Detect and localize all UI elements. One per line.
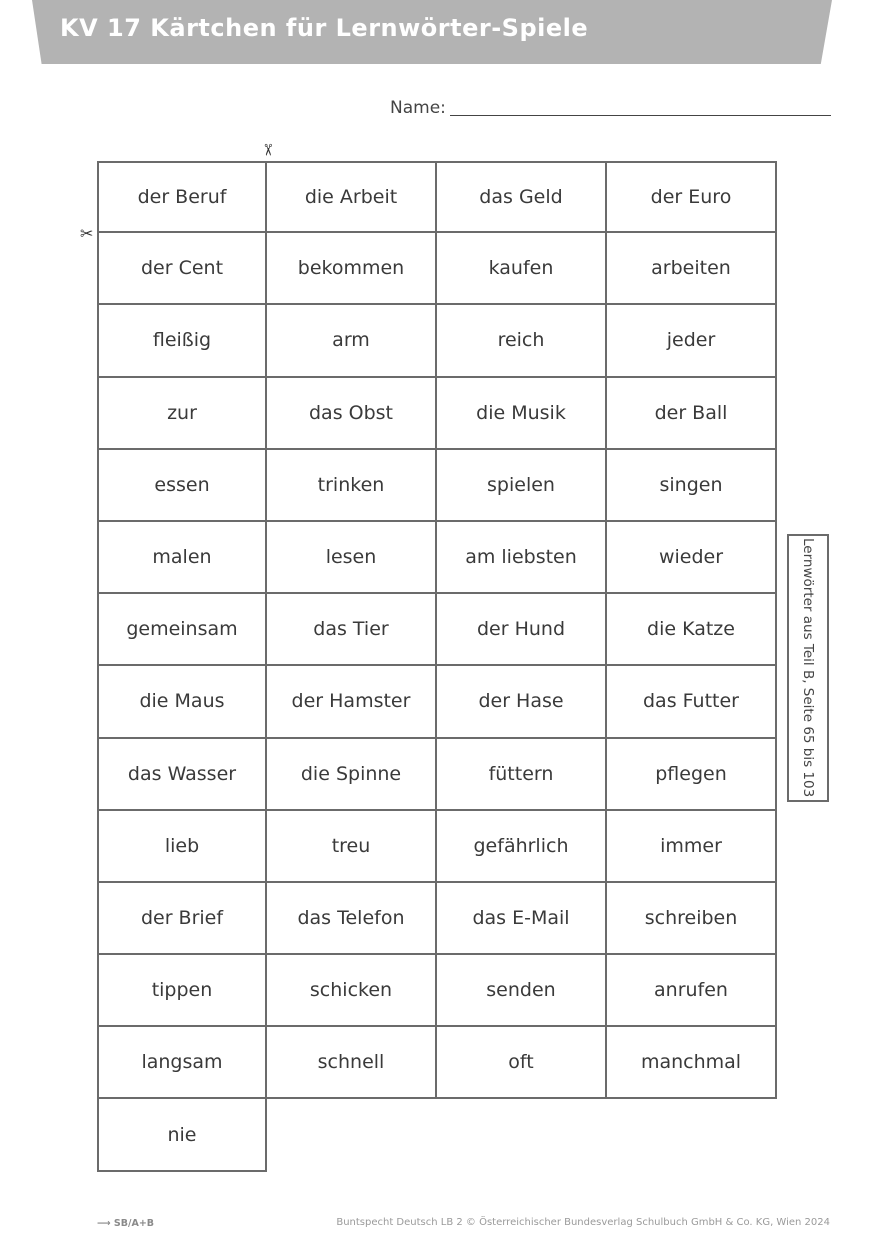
side-label-box bbox=[787, 534, 829, 802]
word-card: das Geld bbox=[437, 161, 607, 233]
word-card: der Beruf bbox=[97, 161, 267, 233]
footer-copyright: Buntspecht Deutsch LB 2 © Österreichischer Bundesverlag Schulbuch GmbH & Co. KG, Wien 2024 bbox=[336, 1217, 830, 1228]
word-card: fleißig bbox=[97, 305, 267, 377]
word-card: die Arbeit bbox=[267, 161, 437, 233]
name-input-line[interactable] bbox=[450, 115, 831, 116]
word-card: das Wasser bbox=[97, 739, 267, 811]
word-card: das Obst bbox=[267, 378, 437, 450]
scissors-icon: ✂ bbox=[80, 224, 94, 243]
word-card: zur bbox=[97, 378, 267, 450]
word-card: schicken bbox=[267, 955, 437, 1027]
word-card: der Hund bbox=[437, 594, 607, 666]
word-card: das Futter bbox=[607, 666, 777, 738]
word-card: der Cent bbox=[97, 233, 267, 305]
word-card: anrufen bbox=[607, 955, 777, 1027]
word-card: lieb bbox=[97, 811, 267, 883]
word-card: singen bbox=[607, 450, 777, 522]
word-card: das Telefon bbox=[267, 883, 437, 955]
word-card: manchmal bbox=[607, 1027, 777, 1099]
word-card: der Brief bbox=[97, 883, 267, 955]
word-card: bekommen bbox=[267, 233, 437, 305]
word-card: füttern bbox=[437, 739, 607, 811]
word-card: das E-Mail bbox=[437, 883, 607, 955]
word-card: oft bbox=[437, 1027, 607, 1099]
word-card: wieder bbox=[607, 522, 777, 594]
word-card: lesen bbox=[267, 522, 437, 594]
scissors-icon: ✂ bbox=[258, 143, 278, 157]
word-card: tippen bbox=[97, 955, 267, 1027]
word-card: schreiben bbox=[607, 883, 777, 955]
word-card: arbeiten bbox=[607, 233, 777, 305]
page-title: KV 17 Kärtchen für Lernwörter-Spiele bbox=[60, 14, 589, 42]
word-card: jeder bbox=[607, 305, 777, 377]
word-card: der Euro bbox=[607, 161, 777, 233]
word-card: der Ball bbox=[607, 378, 777, 450]
word-card: treu bbox=[267, 811, 437, 883]
word-card: reich bbox=[437, 305, 607, 377]
word-card: schnell bbox=[267, 1027, 437, 1099]
word-card: die Maus bbox=[97, 666, 267, 738]
word-card: pflegen bbox=[607, 739, 777, 811]
word-card: essen bbox=[97, 450, 267, 522]
word-card: die Spinne bbox=[267, 739, 437, 811]
word-card: trinken bbox=[267, 450, 437, 522]
word-card: gefährlich bbox=[437, 811, 607, 883]
word-card: arm bbox=[267, 305, 437, 377]
word-card: der Hamster bbox=[267, 666, 437, 738]
word-card: senden bbox=[437, 955, 607, 1027]
word-card: das Tier bbox=[267, 594, 437, 666]
word-card: malen bbox=[97, 522, 267, 594]
footer-reference: ⟶ SB/A+B bbox=[97, 1218, 155, 1229]
word-card: nie bbox=[97, 1099, 267, 1171]
name-label: Name: bbox=[390, 98, 446, 118]
word-card-grid bbox=[97, 161, 777, 1172]
word-card: spielen bbox=[437, 450, 607, 522]
word-card: am liebsten bbox=[437, 522, 607, 594]
word-card: die Katze bbox=[607, 594, 777, 666]
word-card: kaufen bbox=[437, 233, 607, 305]
word-card: langsam bbox=[97, 1027, 267, 1099]
word-card: die Musik bbox=[437, 378, 607, 450]
word-card: immer bbox=[607, 811, 777, 883]
side-label: Lernwörter aus Teil B, Seite 65 bis 103 bbox=[800, 538, 816, 798]
word-card: der Hase bbox=[437, 666, 607, 738]
word-card: gemeinsam bbox=[97, 594, 267, 666]
